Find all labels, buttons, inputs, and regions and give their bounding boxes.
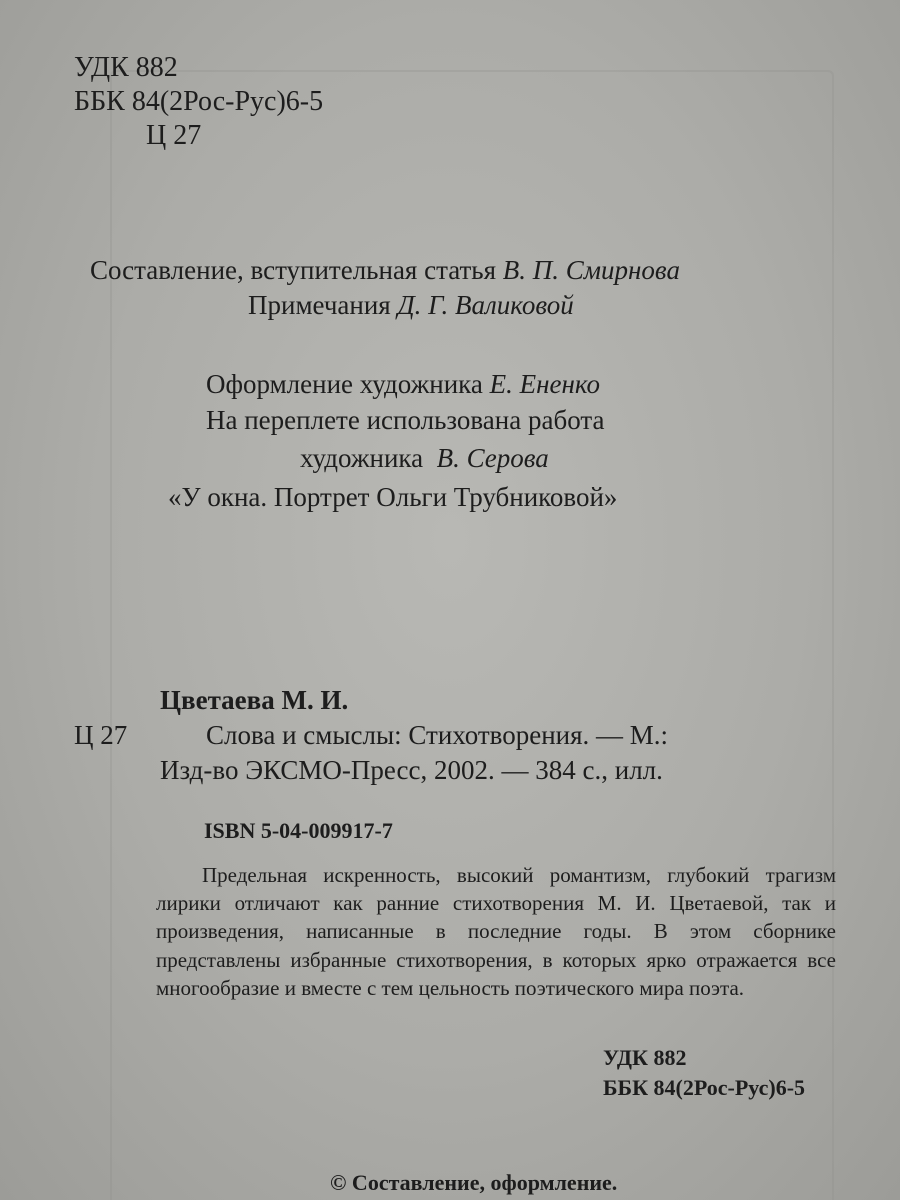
bleed-through-cover [110,70,834,1200]
cover-line-1: На переплете использована работа [206,405,605,435]
compiler-name: В. П. Смирнова [502,255,680,285]
annotation: Предельная искренность, высокий романтизм, глубокий трагизм лирики отличают как ранние стихотворения М. И. Цветаевой, так и произведения, написанные в последние годы. В этом сборнике представлены избранные стихотворения, в которых ярко отражается все многообразие и вместе с тем цельность поэтического мира поэта. [156,863,836,1000]
udk-code: УДК 882 [74,52,178,83]
design-name: Е. Ененко [489,369,600,399]
cover-artist-name: В. Серова [436,443,549,473]
compiler-credit [90,255,680,286]
design-label: Оформление художника [206,369,483,399]
catalog-author: Цветаева М. И. [160,685,349,715]
catalog-udk: УДК 882 [603,1045,687,1070]
bbk-code: ББК 84(2Рос-Рус)6-5 [74,86,324,117]
catalog-title-line-2: Изд-во ЭКСМО-Пресс, 2002. — 384 с., илл. [160,755,663,785]
author-mark: Ц 27 [146,120,202,151]
cover-artist-label: художника [300,443,424,473]
notes-label: Примечания [248,290,391,320]
notes-credit [248,290,574,321]
catalog-title-line-1: Слова и смыслы: Стихотворения. — М.: [206,720,669,750]
design-credit [206,369,600,400]
cover-painting-title: «У окна. Портрет Ольги Трубниковой» [168,482,618,512]
cover-line-2 [300,443,549,474]
notes-name: Д. Г. Валиковой [397,290,574,320]
compiler-label: Составление, вступительная статья [90,255,497,285]
copyright-line: © Составление, оформление. [330,1170,618,1195]
catalog-author-mark: Ц 27 [74,720,128,750]
catalog-bbk: ББК 84(2Рос-Рус)6-5 [603,1075,806,1100]
isbn: ISBN 5-04-009917-7 [204,818,393,843]
